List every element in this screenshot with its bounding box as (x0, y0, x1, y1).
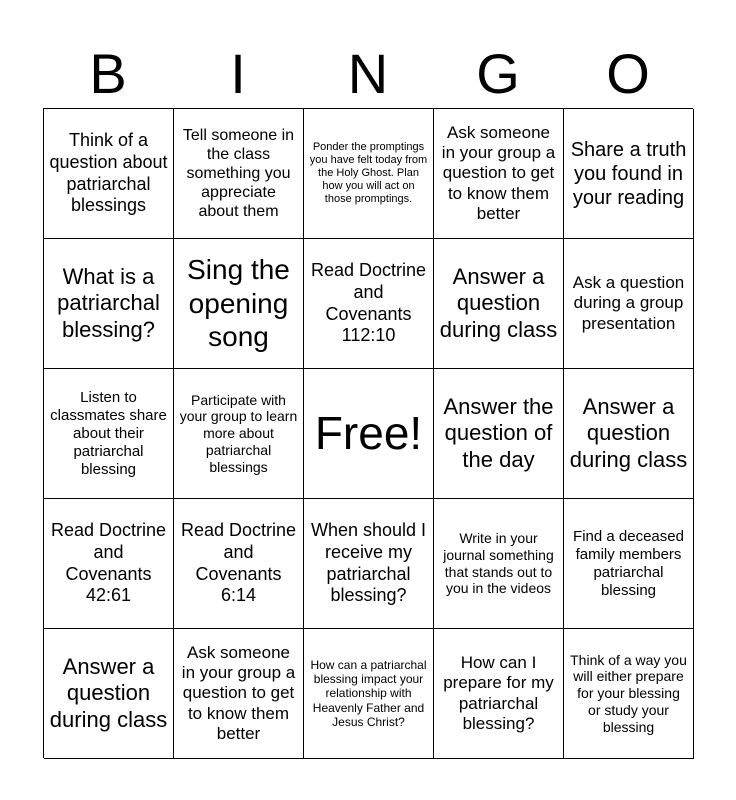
bingo-cell-text: Answer a question during class (439, 263, 558, 342)
bingo-cell[interactable] (564, 629, 694, 759)
header-letter-n: N (347, 42, 389, 105)
bingo-cell[interactable] (304, 629, 434, 759)
bingo-cell-text: How can a patriarchal blessing impact your relationship with Heavenly Father and Jesus Christ? (310, 657, 427, 730)
bingo-cell[interactable] (44, 369, 174, 499)
bingo-cell[interactable] (174, 109, 304, 239)
bingo-cell[interactable] (564, 109, 694, 239)
bingo-cell[interactable] (304, 499, 434, 629)
bingo-cell-text: Read Doctrine and Covenants 6:14 (180, 520, 297, 606)
bingo-cell[interactable] (434, 239, 564, 369)
bingo-cell[interactable] (434, 499, 564, 629)
bingo-cell-text: Write in your journal something that stands out to you in the videos (443, 529, 554, 597)
bingo-cell[interactable] (434, 109, 564, 239)
bingo-header (43, 40, 693, 108)
bingo-card-grid (43, 108, 693, 758)
header-letter-i: I (230, 42, 246, 105)
bingo-cell-text: Read Doctrine and Covenants 112:10 (310, 260, 427, 346)
bingo-cell[interactable] (44, 629, 174, 759)
bingo-cell-text: Answer a question during class (569, 393, 688, 472)
bingo-cell[interactable] (44, 499, 174, 629)
bingo-cell-text: Answer the question of the day (443, 393, 554, 472)
bingo-cell-text: Ask a question during a group presentation (572, 272, 685, 333)
header-letter-b: B (89, 42, 127, 105)
bingo-cell[interactable] (564, 369, 694, 499)
bingo-cell-text: Ponder the promptings you have felt today from the Holy Ghost. Plan how you will act on those promptings. (309, 140, 428, 206)
bingo-cell[interactable] (174, 499, 304, 629)
bingo-cell-text: Tell someone in the class something you appreciate about them (182, 126, 295, 221)
bingo-cell-text: Participate with your group to learn more about patriarchal blessings (179, 391, 298, 475)
bingo-cell-text: Ask someone in your group a question to get to know them better (181, 642, 296, 744)
bingo-cell-text: Think of a way you will either prepare for your blessing or study your blessing (570, 651, 687, 735)
bingo-cell-text: Share a truth you found in your reading (570, 138, 687, 209)
bingo-cell[interactable] (304, 239, 434, 369)
bingo-cell[interactable] (434, 369, 564, 499)
header-letter-o: O (606, 42, 650, 105)
bingo-cell[interactable] (174, 239, 304, 369)
bingo-cell-text: Listen to classmates share about their patriarchal blessing (50, 388, 167, 478)
bingo-cell[interactable] (304, 109, 434, 239)
bingo-cell[interactable] (174, 629, 304, 759)
bingo-cell-text: Find a deceased family members patriarchal blessing (573, 527, 684, 599)
bingo-cell[interactable] (434, 629, 564, 759)
bingo-cell-text: Read Doctrine and Covenants 42:61 (50, 520, 167, 606)
bingo-cell[interactable] (564, 239, 694, 369)
bingo-cell[interactable] (174, 369, 304, 499)
bingo-cell-text: How can I prepare for my patriarchal blessing? (443, 652, 554, 733)
bingo-cell-text: Sing the opening song (187, 254, 290, 353)
bingo-cell-text: When should I receive my patriarchal blessing? (310, 520, 427, 606)
bingo-cell-text: What is a patriarchal blessing? (57, 263, 160, 342)
bingo-cell[interactable] (44, 109, 174, 239)
bingo-cell[interactable] (564, 499, 694, 629)
header-letter-g: G (476, 42, 520, 105)
bingo-cell-text: Answer a question during class (49, 653, 168, 732)
free-space[interactable] (304, 369, 434, 499)
bingo-cell[interactable] (44, 239, 174, 369)
bingo-cell-text: Think of a question about patriarchal blessings (49, 130, 168, 216)
free-space-text: Free! (314, 406, 423, 459)
bingo-cell-text: Ask someone in your group a question to get to know them better (441, 122, 556, 224)
